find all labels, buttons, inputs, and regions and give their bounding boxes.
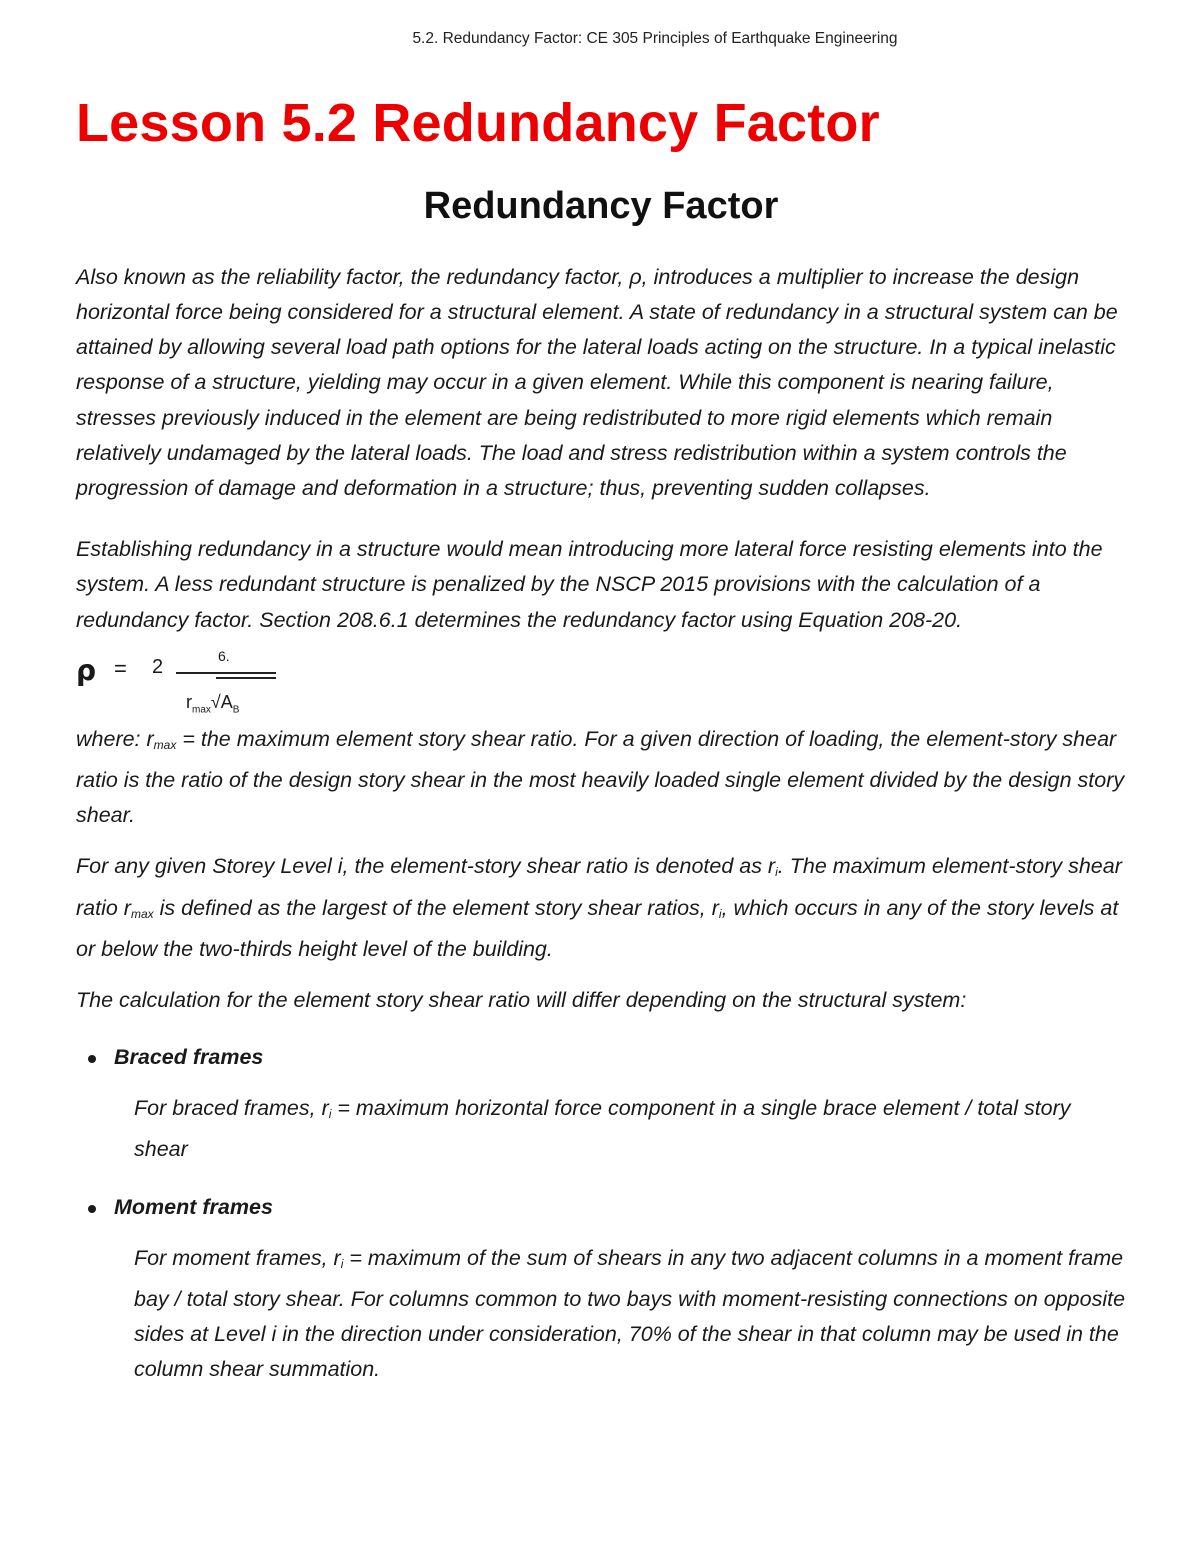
where-rest: = the maximum element story shear ratio. For a given direction of loading, the element-story shear ratio is the ratio of the design story shear in the most heavily loaded single element divided by the design story shear. [76,726,1125,828]
moment-frames-title: Moment frames [114,1194,273,1219]
storey-text-a: For any given Storey Level i, the element-story shear ratio is denoted as r [76,854,776,879]
storey-sub-i: i [775,865,778,880]
storey-text-d: , which occurs in any of the story levels at or below the two-thirds height level of the building. [76,895,1119,961]
list-item-braced-frames [76,1040,1126,1167]
storey-text-c: is defined as the largest of the element story shear ratios, r [153,895,719,920]
running-header: 5.2. Redundancy Factor: CE 305 Principles of Earthquake Engineering [412,30,898,47]
equation-denominator [186,692,239,716]
bullet-icon [88,1205,96,1213]
moment-text-a: For moment frames, r [134,1245,341,1270]
equation-two: 2 [152,655,164,678]
storey-sub-max: max [130,906,154,921]
braced-frames-heading [76,1040,1126,1075]
equation-den-b: B [232,704,240,716]
lesson-title: Lesson 5.2 Redundancy Factor [76,93,880,153]
frame-types-list [76,1040,1126,1387]
where-sub-max: max [153,737,177,752]
braced-text-a: For braced frames, r [134,1096,329,1121]
paragraph-reliability-factor: Also known as the reliability factor, the redundancy factor, ρ, introduces a multiplier to increase the design horizontal force being considered for a structural element. A state of redundancy in a structural system can be attained by allowing several load path options for the lateral loads acting on the structure. In a typical inelastic response of a structure, yielding may occur in a given element. While this component is nearing failure, stresses previously induced in the element are being redistributed to more rigid elements which remain relatively undamaged by the lateral loads. The load and stress redistribution within a system controls the progression of damage and deformation in a structure; thus, preventing sudden collapses. [76,264,1118,500]
redundancy-equation [76,647,1126,728]
equation-rho: ρ [76,653,97,687]
paragraph-calculation-differs: The calculation for the element story shear ratio will differ depending on the structural system: [76,988,967,1013]
equation-den-r: r [186,691,192,712]
where-prefix: where: r [76,726,154,751]
moment-frames-heading [76,1190,1126,1225]
equation-den-sqrt: √A [210,691,233,712]
bullet-icon [88,1055,96,1063]
equation-numerator: 6. [218,647,230,664]
equation-fraction-bar [176,672,276,674]
moment-sub-i: i [340,1256,344,1271]
section-heading: Redundancy Factor [423,185,779,228]
list-item-moment-frames [76,1190,1126,1388]
moment-text-b: = maximum of the sum of shears in any two adjacent columns in a moment frame bay / total story shear. For columns common to two bays with moment-resisting connections on opposite sides at Level i in the direction under consideration, 70% of the shear in that column may be used in the column shear summation. [134,1245,1126,1382]
paragraph-establishing-redundancy: Establishing redundancy in a structure would mean introducing more lateral force resisting elements into the system. A less redundant structure is penalized by the NSCP 2015 provisions with the calculation of a redundancy factor. Section 208.6.1 determines the redundancy factor using Equation 208-20. [76,537,1103,632]
equation-fraction-bar-double [216,677,276,679]
storey-sub-i-2: i [718,906,722,921]
equation-den-max: max [192,704,211,716]
braced-frames-title: Braced frames [114,1045,264,1070]
braced-frames-description [134,1091,1126,1167]
storey-text-b: . The maximum element-story shear ratio r [76,854,1122,920]
braced-sub-i: i [328,1107,332,1122]
paragraph-storey-level [76,849,1126,967]
equation-equals: = [114,655,127,681]
document-body [76,88,1126,1387]
moment-frames-description [134,1241,1126,1388]
paragraph-where-definition [76,722,1126,834]
braced-text-b: = maximum horizontal force component in a single brace element / total story shear [134,1096,1071,1162]
